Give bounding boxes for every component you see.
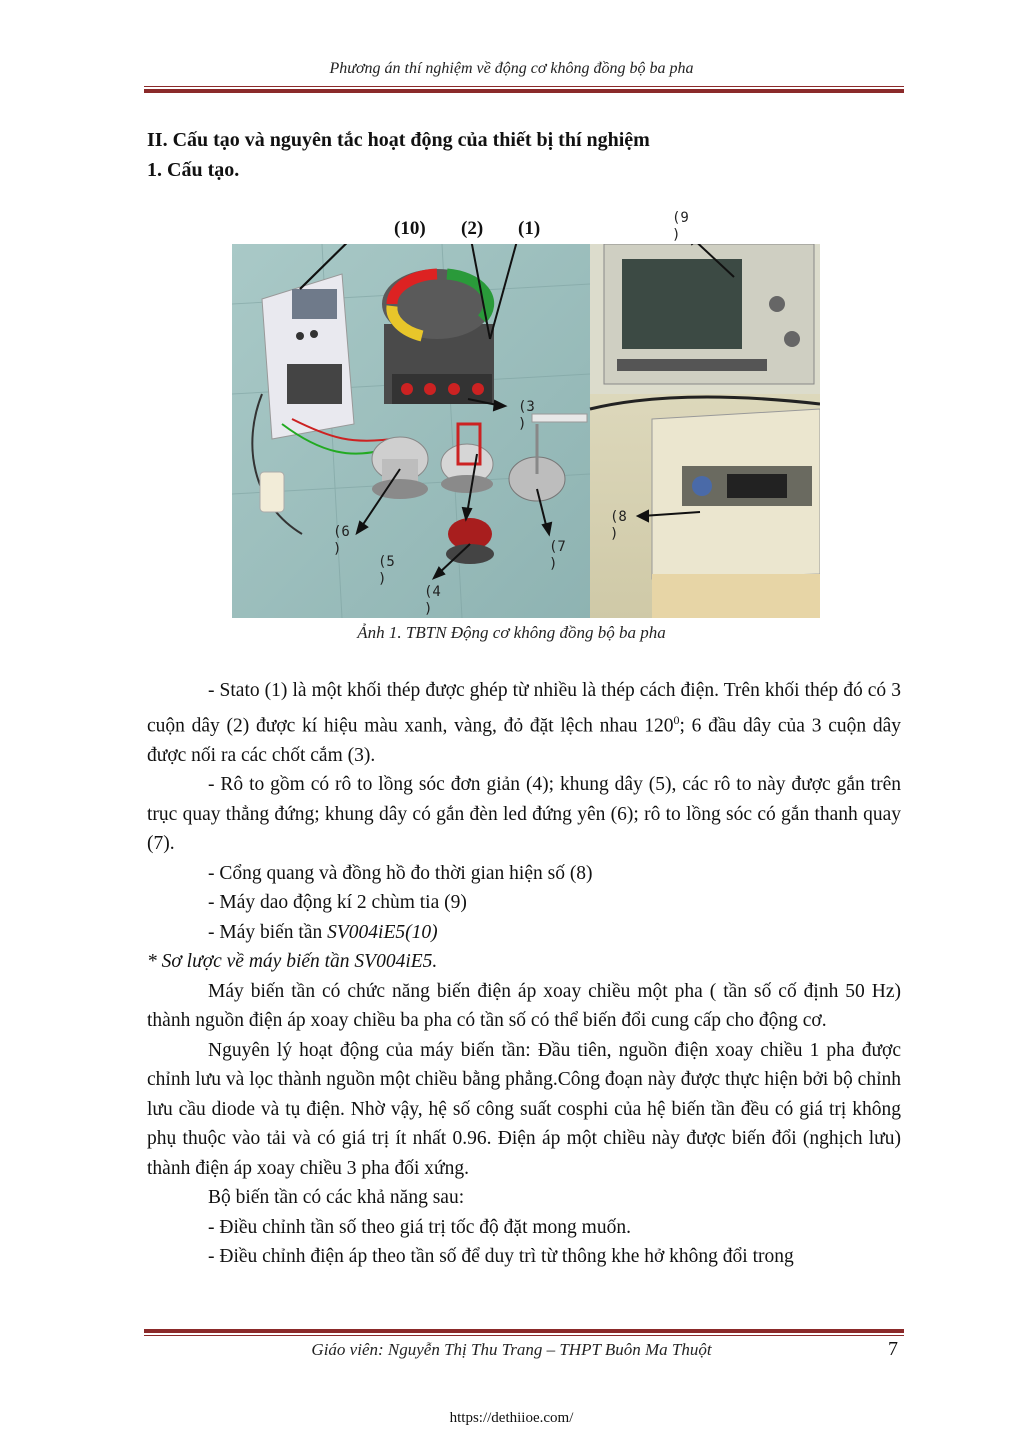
subsection-heading: 1. Cấu tạo. xyxy=(147,159,240,181)
paragraph-inverter-function: Máy biến tần có chức năng biến điện áp xoay chiều một pha ( tần số cố định 50 Hz) thành nguồn điện áp xoay chiều ba pha có tần số có thể biến đổi cung cấp cho động cơ. xyxy=(147,980,901,1031)
header-rule-thick xyxy=(144,89,904,93)
paragraph-rotor: - Rô to gồm có rô to lồng sóc đơn giản (4); khung dây (5), các rô to này được gắn trên trục quay thẳng đứng; khung dây có gắn đèn led đứng yên (6); rô to lồng sóc có gắn thanh quay (7). xyxy=(147,774,901,854)
inverter-note: * Sơ lược về máy biến tần SV004iE5. xyxy=(147,951,438,972)
paragraph-inverter: - Máy biến tần SV004iE5(10) xyxy=(208,921,438,943)
paragraph-oscilloscope: - Máy dao động kí 2 chùm tia (9) xyxy=(208,892,467,913)
body-text xyxy=(147,676,901,1272)
footer-rule-thick xyxy=(144,1329,904,1333)
timer-device xyxy=(652,409,820,579)
running-header: Phương án thí nghiệm về động cơ không đồng bộ ba pha xyxy=(329,60,694,77)
figure-caption: Ảnh 1. TBTN Động cơ không đồng bộ ba pha xyxy=(357,623,666,642)
label-6: (6 ) xyxy=(333,524,350,557)
label-9: (9 ) xyxy=(672,210,689,243)
oscilloscope xyxy=(604,244,814,384)
footer-author: Giáo viên: Nguyễn Thị Thu Trang – THPT Buôn Ma Thuột xyxy=(311,1340,712,1359)
label-1: (1) xyxy=(518,218,541,239)
header-rule-thin xyxy=(144,86,904,87)
source-url[interactable]: https://dethiioe.com/ xyxy=(449,1410,574,1426)
paragraph-stator: - Stato (1) là một khối thép được ghép từ nhiều là thép cách điện. Trên khối thép đó có 3 cuộn dây (2) được kí hiệu màu xanh, vàng, đỏ đặt lệch nhau $120^0$; 6 đầu dây của 3 cuộn dây được nối ra các chốt cắm (3). xyxy=(147,680,901,766)
paragraph-inverter-principle: Nguyên lý hoạt động của máy biến tần: Đầu tiên, nguồn điện xoay chiều 1 pha được chỉnh lưu và lọc thành nguồn một chiều bằng phẳng.Công đoạn này được thực hiện bởi bộ chỉnh lưu cầu diode và tụ điện. Nhờ vậy, hệ số công suất cosphi của hệ biến tần đều có giá trị không phụ thuộc vào tải và có giá trị ít nhất 0.96. Điện áp một chiều này được biến đổi (nghịch lưu) thành điện áp xoay chiều 3 pha đối xứng. xyxy=(147,1039,901,1179)
paragraph-timer: - Cổng quang và đồng hồ đo thời gian hiện số (8) xyxy=(208,862,593,884)
label-10: (10) xyxy=(394,218,426,239)
paragraph-voltage: - Điều chỉnh điện áp theo tần số để duy trì từ thông khe hở không đổi trong xyxy=(208,1246,794,1267)
page-number: 7 xyxy=(888,1338,898,1360)
label-7: (7 ) xyxy=(549,539,566,572)
footer-rule-thin xyxy=(144,1335,904,1336)
inverter-device xyxy=(262,274,354,439)
stator-block xyxy=(382,269,494,404)
label-2: (2) xyxy=(461,218,484,239)
paragraph-frequency: - Điều chỉnh tần số theo giá trị tốc độ đặt mong muốn. xyxy=(208,1216,631,1238)
label-3: (3 ) xyxy=(518,399,535,432)
label-8: (8 ) xyxy=(610,509,627,542)
label-5: (5 ) xyxy=(378,554,395,587)
section-heading: II. Cấu tạo và nguyên tắc hoạt động của thiết bị thí nghiệm xyxy=(147,129,650,151)
label-4: (4 ) xyxy=(424,584,441,617)
paragraph-capabilities: Bộ biến tần có các khả năng sau: xyxy=(208,1187,465,1208)
